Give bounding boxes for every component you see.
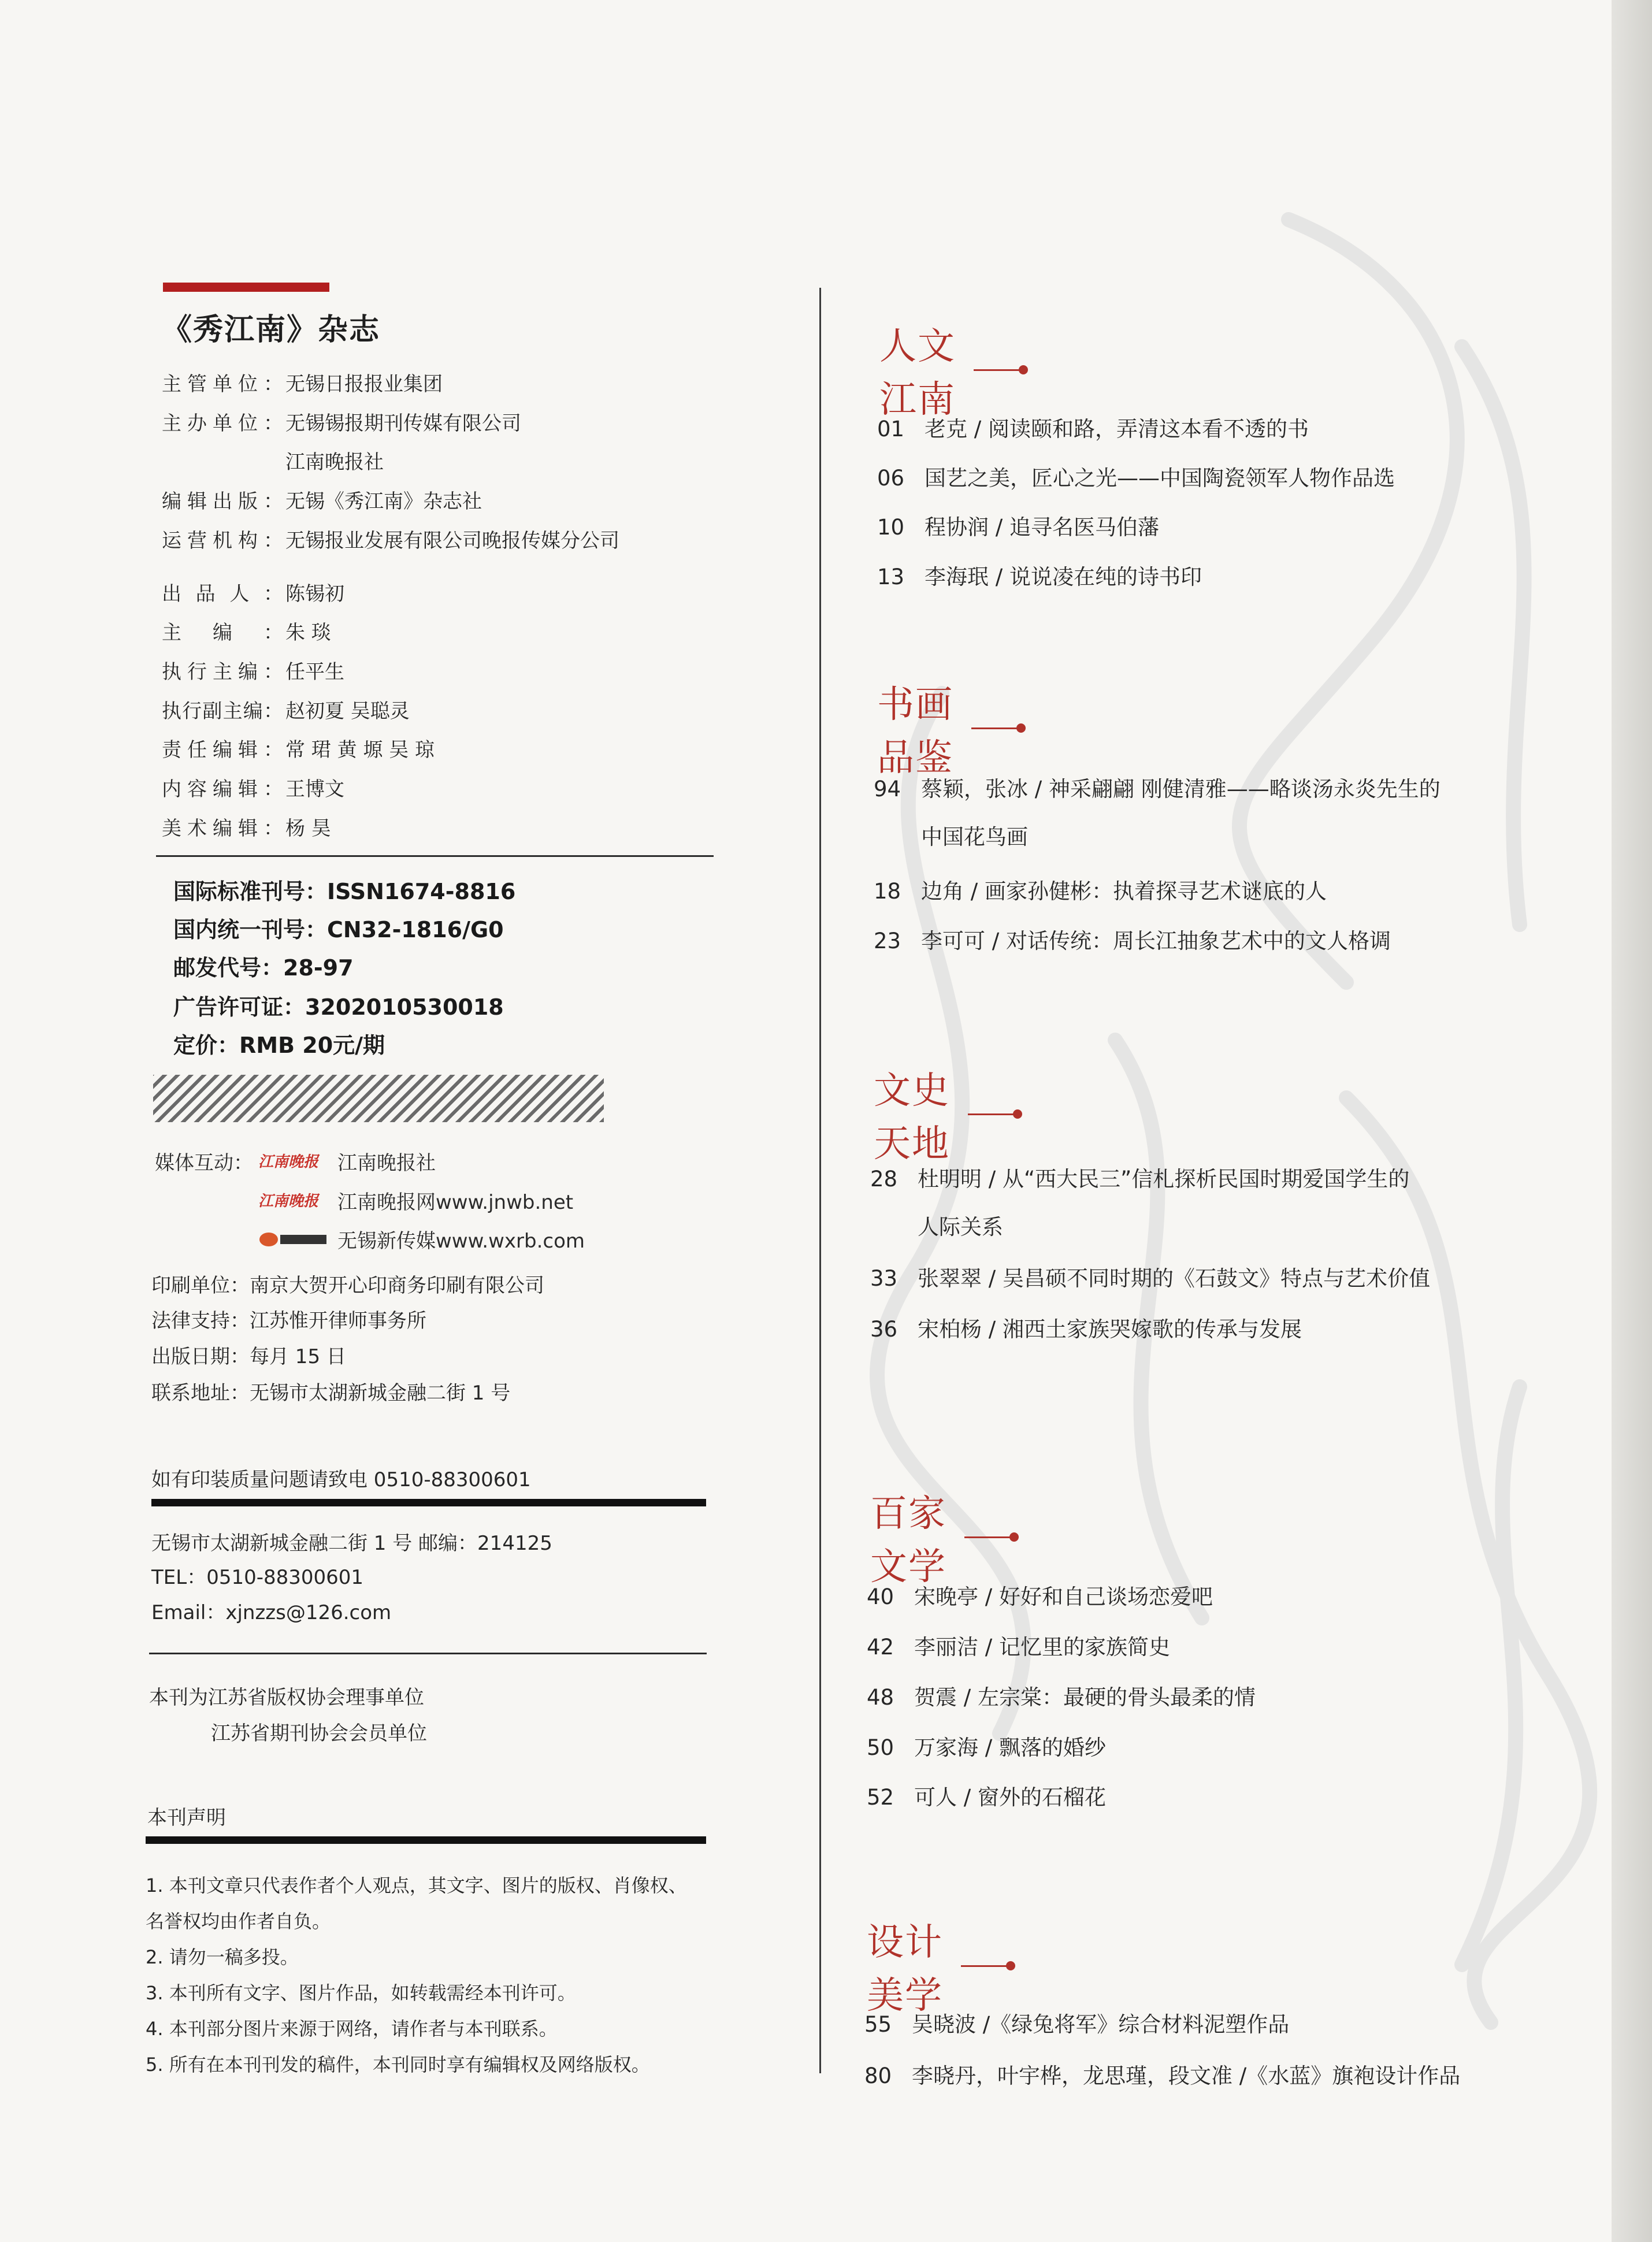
- membership-line: 本刊为江苏省版权协会理事单位: [149, 1686, 424, 1709]
- toc-entry[interactable]: 50 万家海 / 飘落的婚纱: [867, 1735, 1106, 1760]
- svg-text:江南晚报: 江南晚报: [258, 1153, 319, 1171]
- declaration-item: 1. 本刊文章只代表作者个人观点，其文字、图片的版权、肖像权、: [146, 1874, 687, 1896]
- staff-row: 美术编辑： 杨 昊: [162, 817, 331, 840]
- svg-text:江南晚报: 江南晚报: [258, 1192, 319, 1210]
- section-heading: 百家文学: [870, 1484, 1014, 1590]
- wxrb-logo-icon: [257, 1229, 329, 1250]
- section-arrow-icon: [971, 727, 1020, 729]
- toc-entry[interactable]: 06 国艺之美，匠心之光——中国陶瓷领军人物作品选: [877, 466, 1395, 491]
- staff-row: 执行副主编： 赵初夏 吴聪灵: [162, 700, 410, 723]
- divider: [151, 1499, 706, 1506]
- toc-entry[interactable]: 42 李丽洁 / 记忆里的家族简史: [867, 1635, 1170, 1660]
- declaration-heading: 本刊声明: [147, 1806, 226, 1829]
- media-item: 江南晚报 江南晚报网www.jnwb.net: [258, 1191, 574, 1214]
- declaration-item: 5. 所有在本刊刊发的稿件，本刊同时享有编辑权及网络版权。: [146, 2054, 650, 2076]
- section-arrow-icon: [961, 1965, 1010, 1967]
- toc-entry[interactable]: 13 李海珉 / 说说凌在纯的诗书印: [877, 565, 1202, 589]
- publisher-row: 主管单位： 无锡日报报业集团: [162, 373, 443, 396]
- printing-row: 印刷单位：南京大贺开心印商务印刷有限公司: [151, 1274, 544, 1297]
- section-arrow-icon: [968, 1113, 1017, 1115]
- hatch-pattern: [153, 1075, 604, 1122]
- toc-entry[interactable]: 80 李晓丹，叶宇桦，龙思瑾，段文准 /《水蓝》旗袍设计作品: [864, 2063, 1461, 2088]
- toc-entry[interactable]: 33 张翠翠 / 吴昌硕不同时期的《石鼓文》特点与艺术价值: [870, 1266, 1430, 1291]
- declaration-item: 2. 请勿一稿多投。: [146, 1946, 299, 1968]
- contact-tel: TEL：0510-88300601: [151, 1566, 364, 1589]
- toc-entry[interactable]: 23 李可可 / 对话传统：周长江抽象艺术中的文人格调: [874, 929, 1391, 953]
- declaration-item: 名誉权均由作者自负。: [146, 1910, 331, 1932]
- staff-row: 主编： 朱 琰: [162, 621, 331, 644]
- ad-license: 广告许可证：3202010530018: [173, 994, 504, 1020]
- toc-entry[interactable]: 10 程协润 / 追寻名医马伯藩: [877, 515, 1159, 540]
- toc-entry[interactable]: 36 宋柏杨 / 湘西土家族哭嫁歌的传承与发展: [870, 1317, 1302, 1342]
- declaration-item: 4. 本刊部分图片来源于网络，请作者与本刊联系。: [146, 2018, 558, 2040]
- printing-row: 法律支持：江苏惟开律师事务所: [151, 1309, 426, 1332]
- divider: [146, 1836, 706, 1844]
- jnwb-logo-icon: [257, 1190, 329, 1211]
- section-heading: 文史天地: [874, 1061, 1017, 1167]
- media-item: 无锡新传媒www.wxrb.com: [257, 1225, 585, 1253]
- contact-email: Email：xjnzzs@126.com: [151, 1601, 392, 1624]
- publisher-row: 编辑出版： 无锡《秀江南》杂志社: [162, 490, 482, 513]
- toc-entry[interactable]: 28 杜明明 / 从“西大民三”信札探析民国时期爱国学生的: [870, 1167, 1410, 1191]
- section-heading: 书画品鉴: [877, 675, 1020, 781]
- toc-entry[interactable]: 52 可人 / 窗外的石榴花: [867, 1785, 1106, 1810]
- toc-entry[interactable]: 94 蔡颖，张冰 / 神采翩翩 刚健清雅——略谈汤永炎先生的: [874, 777, 1441, 801]
- magazine-title: 《秀江南》杂志: [162, 313, 381, 347]
- price: 定价：RMB 20元/期: [173, 1033, 385, 1058]
- printing-row: 出版日期：每月 15 日: [151, 1345, 346, 1368]
- section-heading: 设计美学: [867, 1913, 1010, 2019]
- toc-entry[interactable]: 人际关系: [918, 1215, 1003, 1239]
- declaration-item: 3. 本刊所有文字、图片作品，如转载需经本刊许可。: [146, 1982, 576, 2004]
- toc-entry[interactable]: 40 宋晚亭 / 好好和自己谈场恋爱吧: [867, 1584, 1213, 1609]
- staff-row: 出品人： 陈锡初: [162, 582, 344, 606]
- divider: [149, 1653, 707, 1654]
- divider: [156, 855, 714, 857]
- staff-row: 执行主编： 任平生: [162, 660, 344, 684]
- column-divider: [819, 288, 821, 2073]
- publisher-row: 江南晚报社: [285, 451, 384, 474]
- jnwb-logo-icon: [257, 1151, 329, 1172]
- toc-entry[interactable]: 中国花鸟画: [921, 825, 1028, 849]
- publisher-row: 主办单位： 无锡锡报期刊传媒有限公司: [162, 412, 521, 435]
- masthead-bar: [163, 283, 329, 292]
- printing-row: 联系地址：无锡市太湖新城金融二街 1 号: [151, 1382, 511, 1405]
- page-edge: [1612, 0, 1652, 2242]
- section-arrow-icon: [974, 369, 1023, 371]
- quality-heading: 如有印装质量问题请致电 0510-88300601: [151, 1468, 531, 1491]
- postal-code: 邮发代号：28-97: [173, 955, 354, 981]
- contact-address: 无锡市太湖新城金融二街 1 号 邮编：214125: [151, 1532, 552, 1555]
- toc-entry[interactable]: 48 贺震 / 左宗棠：最硬的骨头最柔的情: [867, 1685, 1256, 1710]
- media-label: 媒体互动：: [155, 1152, 253, 1175]
- membership-line: 江苏省期刊协会会员单位: [211, 1722, 427, 1745]
- section-arrow-icon: [964, 1536, 1014, 1538]
- staff-row: 责任编辑： 常 珺 黄 塬 吴 琼: [162, 738, 435, 762]
- colophon-column: [0, 0, 809, 2242]
- cn-number: 国内统一刊号：CN32-1816/G0: [173, 917, 504, 942]
- toc-entry[interactable]: 55 吴晓波 /《绿兔将军》综合材料泥塑作品: [864, 2012, 1290, 2037]
- section-heading: 人文江南: [879, 317, 1023, 423]
- publisher-row: 运营机构： 无锡报业发展有限公司晚报传媒分公司: [162, 529, 619, 552]
- issn: 国际标准刊号：ISSN1674-8816: [173, 879, 516, 904]
- media-item: 江南晚报 江南晚报社: [258, 1152, 436, 1175]
- toc-entry[interactable]: 18 边角 / 画家孙健彬：执着探寻艺术谜底的人: [874, 879, 1327, 904]
- toc-entry[interactable]: 01 老克 / 阅读颐和路，弄清这本看不透的书: [877, 417, 1309, 441]
- staff-row: 内容编辑： 王博文: [162, 778, 344, 801]
